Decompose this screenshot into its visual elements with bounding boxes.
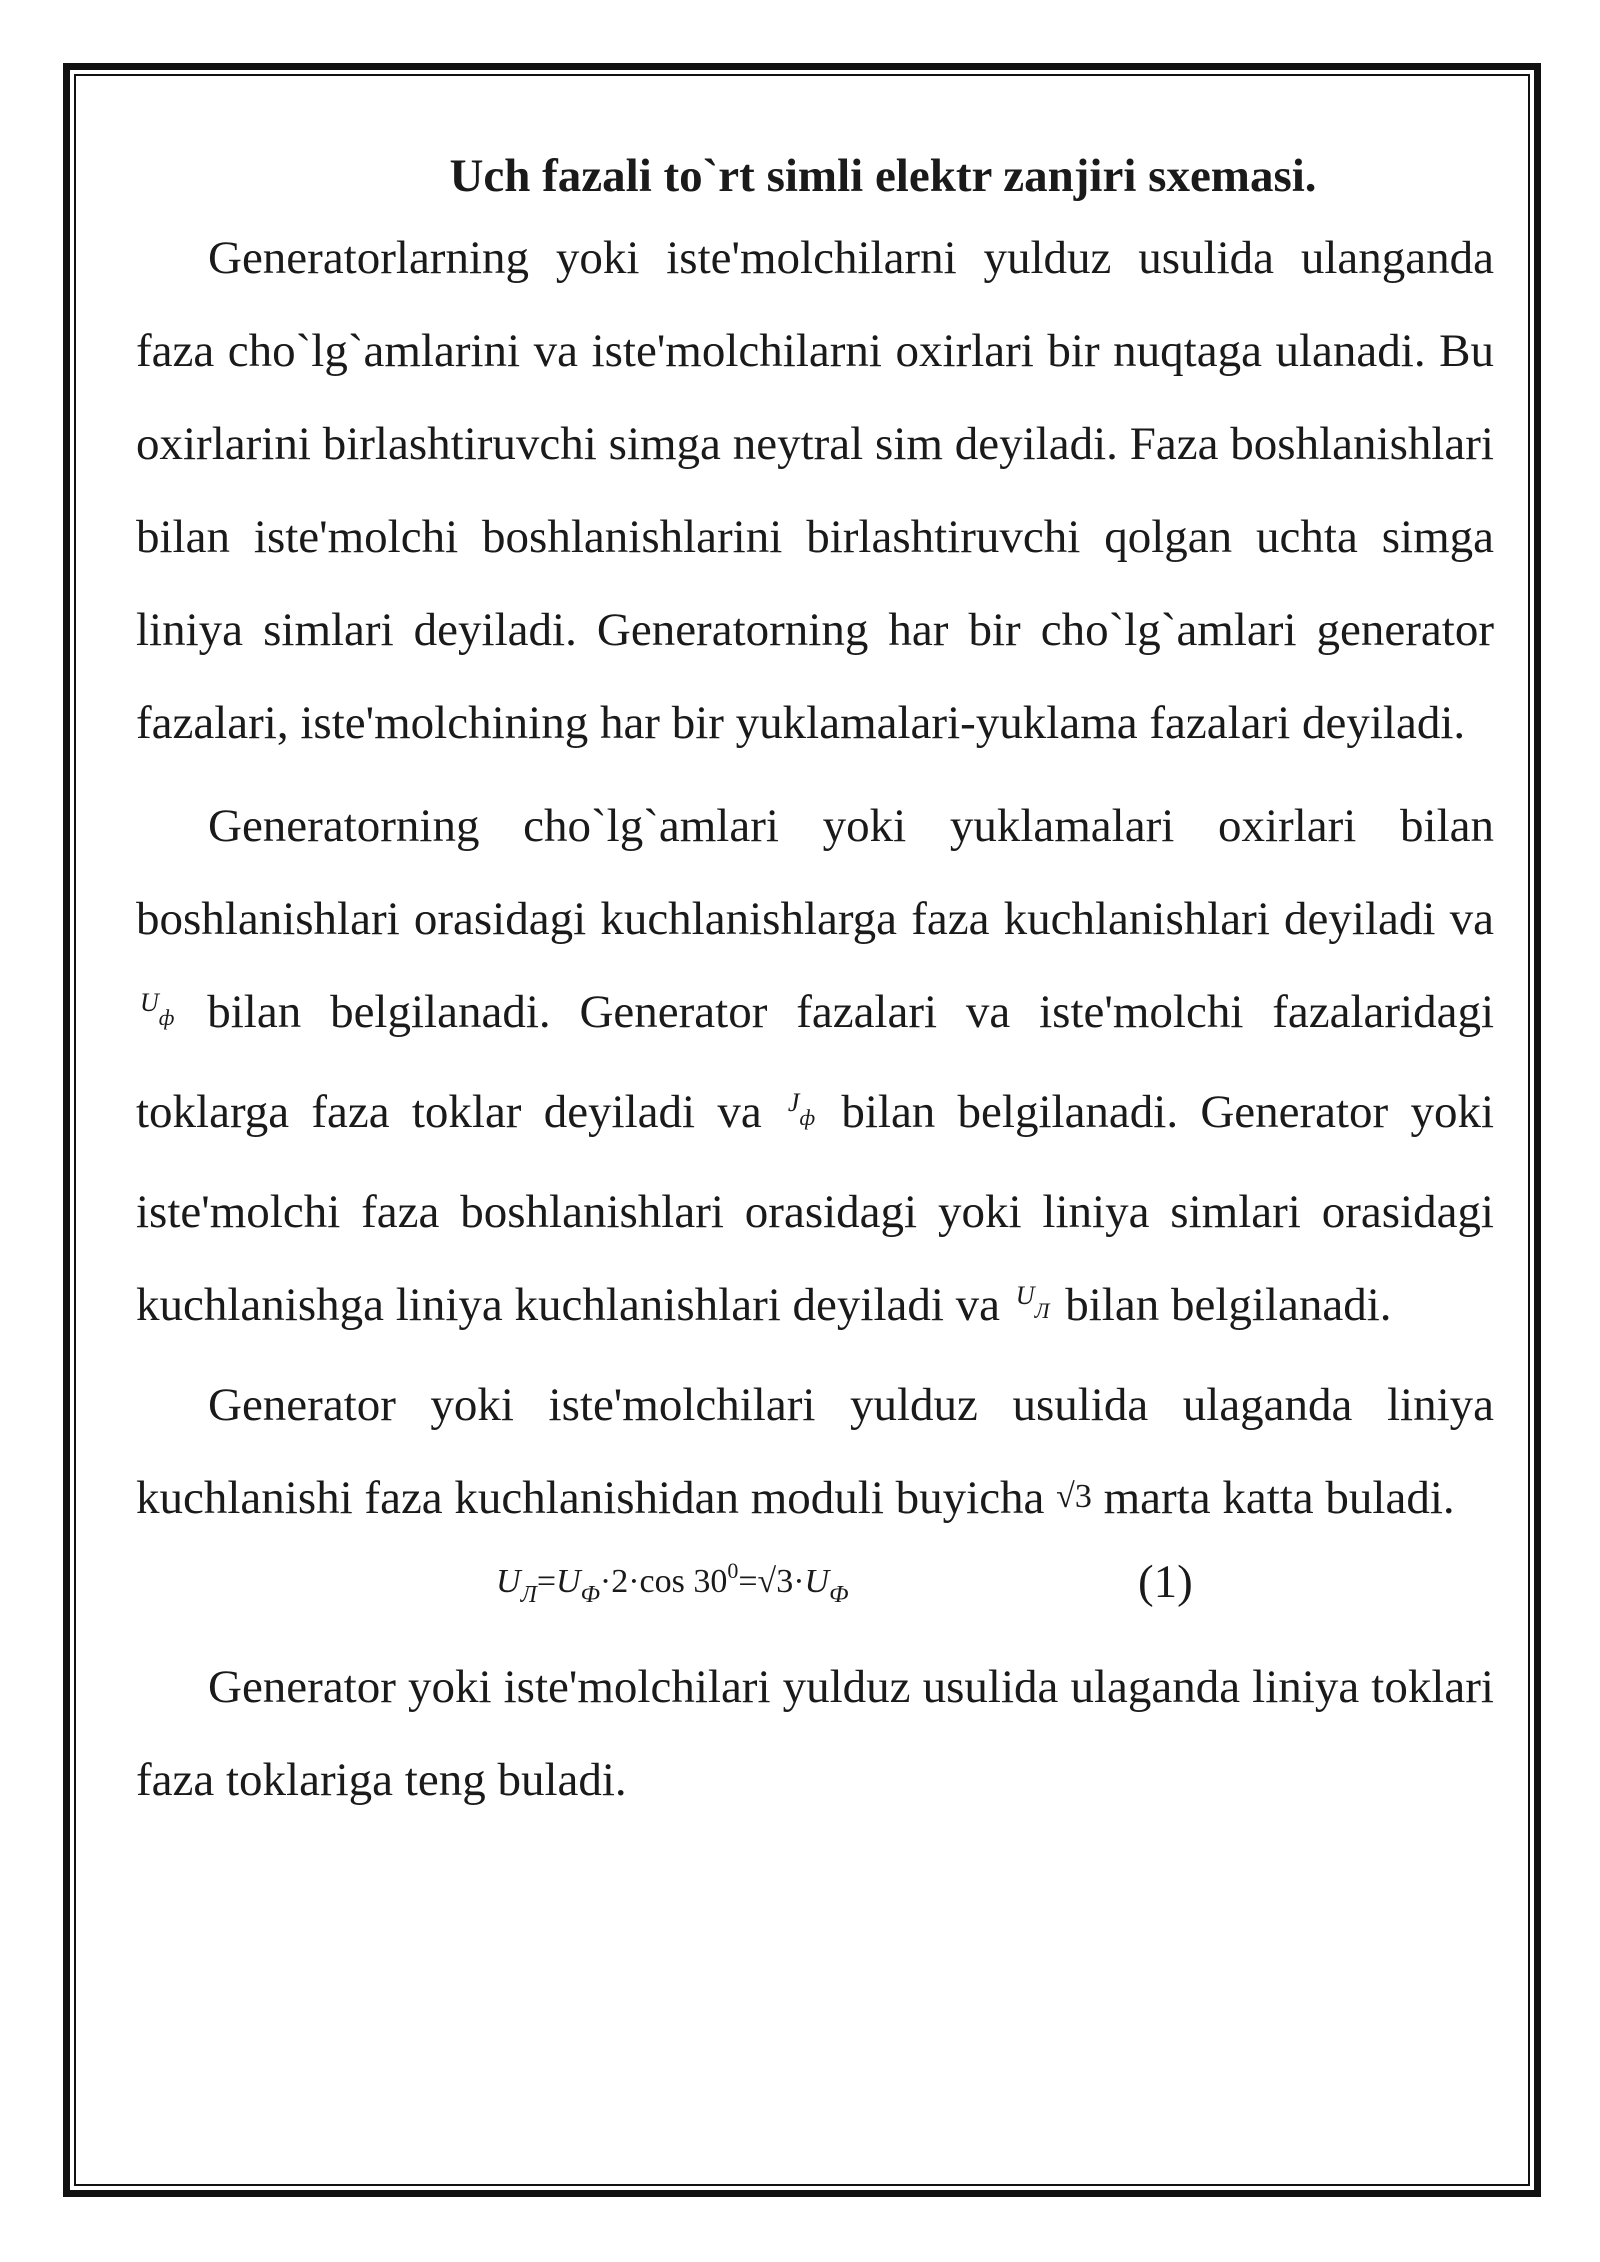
formula-sub-f: Ф — [580, 1582, 600, 1608]
formula-sqrt-part: =√3· — [738, 1563, 805, 1600]
symbol-u-phase — [136, 988, 178, 1030]
formula-u: U — [496, 1563, 521, 1600]
subscript-phi: ф — [158, 1005, 175, 1030]
paragraph-3 — [136, 1359, 1494, 1549]
document-body — [136, 146, 1494, 1827]
formula-u: U — [556, 1563, 581, 1600]
document-title: Uch fazali to`rt simli elektr zanjiri sxemasi. — [449, 150, 1317, 202]
equation-number: (1) — [1138, 1556, 1193, 1608]
p3-text-b: marta katta buladi. — [1103, 1472, 1455, 1524]
p2-text-b: bilan belgilanadi. Generator fazalari va iste'molchi fazalaridagi toklarga faza toklar deyiladi va — [136, 986, 1495, 1138]
p2-text-a: Generatorning cho`lg`amlari yoki yuklamalari oxirlari bilan boshlanishlari orasidagi kuchlanishlarga faza kuchlanishlari deyiladi va — [136, 800, 1494, 945]
formula-equals: = — [536, 1563, 557, 1600]
symbol-u: U — [140, 988, 159, 1017]
p3-text-a: Generator yoki iste'molchilari yulduz usulida ulaganda liniya kuchlanishi faza kuchlanishidan moduli buyicha — [136, 1379, 1494, 1524]
symbol-u-line — [1012, 1281, 1054, 1323]
formula-sub-f: Ф — [829, 1582, 849, 1608]
paragraph-4: Generator yoki iste'molchilari yulduz usulida ulaganda liniya toklari faza toklariga teng buladi. — [136, 1661, 1494, 1806]
equation-row — [136, 1555, 1494, 1637]
paragraph-2 — [136, 780, 1494, 1359]
formula-sub-l: Л — [520, 1582, 537, 1608]
subscript-l: Л — [1034, 1298, 1050, 1323]
subscript-phi: ф — [799, 1105, 816, 1130]
p2-text-c: bilan belgilanadi. Generator yoki iste'molchi faza boshlanishlari orasidagi yoki liniya simlari orasidagi kuchlanishga liniya kuchlanishlari deyiladi va — [136, 1086, 1495, 1331]
formula-mid: ·2·cos 30 — [599, 1563, 728, 1600]
paragraph-1: Generatorlarning yoki iste'molchilarni yulduz usulida ulanganda faza cho`lg`amlarini va iste'molchilarni oxirlari bir nuqtaga ulanadi. Bu oxirlarini birlashtiruvchi simga neytral sim deyiladi. Faza boshlanishlari bilan iste'molchi boshlanishlarini birlashtiruvchi qolgan uchta simga liniya simlari deyiladi. Generatorning har bir cho`lg`amlari generator fazalari, iste'molchining har bir yuklamalari-yuklama fazalari deyiladi. — [136, 232, 1494, 749]
formula-u: U — [804, 1563, 830, 1600]
formula-degree: 0 — [727, 1558, 739, 1583]
symbol-u: U — [1015, 1281, 1035, 1310]
sqrt-three: √3 — [1056, 1478, 1092, 1515]
symbol-j: J — [787, 1088, 800, 1117]
equation — [496, 1558, 849, 1608]
symbol-j-phase — [784, 1088, 819, 1130]
p2-text-d: bilan belgilanadi. — [1065, 1279, 1392, 1331]
